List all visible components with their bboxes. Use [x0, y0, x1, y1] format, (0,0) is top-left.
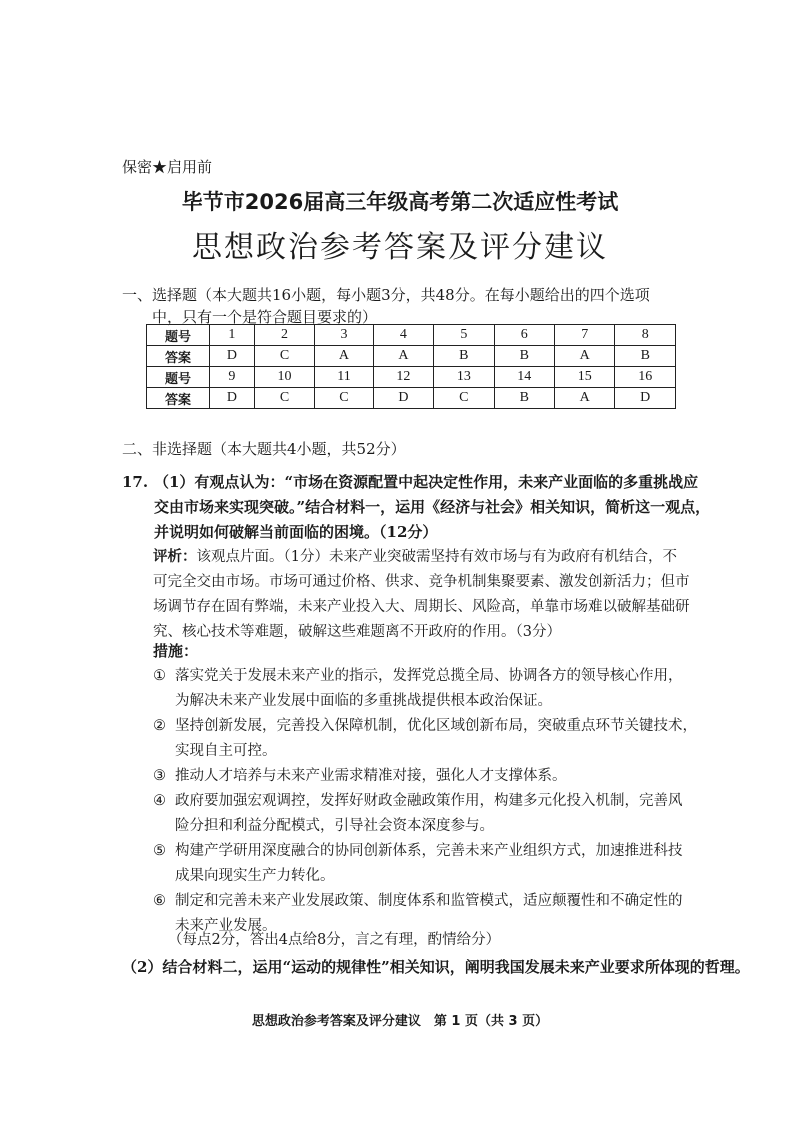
question-number-cell: 8 — [615, 325, 676, 346]
confidential-label: 保密★启用前 — [122, 158, 213, 176]
question-number-cell: 7 — [555, 325, 615, 346]
answer-cell: D — [210, 388, 255, 409]
evaluation-block — [153, 544, 690, 645]
item-text-line2: 为解决未来产业发展中面临的多重挑战提供根本政治保证。 — [175, 693, 552, 709]
evaluation-label: 评析： — [153, 548, 197, 565]
question-number-header: 题号 — [147, 367, 210, 388]
answer-cell: B — [615, 346, 676, 367]
item-text-line1: 坚持创新发展，完善投入保障机制，优化区域创新布局，突破重点环节关键技术， — [175, 718, 697, 734]
question-number-cell: 4 — [373, 325, 433, 346]
exam-title: 毕节市2026届高三年级高考第二次适应性考试 — [181, 190, 619, 214]
item-text-line1: 制定和完善未来产业发展政策、制度体系和监管模式，适应颠覆性和不确定性的 — [175, 893, 683, 909]
question-17 — [122, 470, 710, 545]
question-part1-line3: 并说明如何破解当前面临的困境。（12分） — [154, 523, 438, 541]
question-number-cell: 1 — [210, 325, 255, 346]
answer-cell: A — [555, 388, 615, 409]
question-number-cell: 15 — [555, 367, 615, 388]
document-subtitle: 思想政治参考答案及评分建议 — [192, 230, 608, 265]
question-number-cell: 6 — [494, 325, 554, 346]
item-text-line1: 落实党关于发展未来产业的指示，发挥党总揽全局、协调各方的领导核心作用， — [175, 668, 683, 684]
evaluation-line4: 究、核心技术等难题，破解这些难题离不开政府的作用。（3分） — [153, 624, 561, 640]
table-row — [147, 346, 676, 367]
answer-header: 答案 — [147, 388, 210, 409]
answer-cell: B — [434, 346, 494, 367]
evaluation-line3: 场调节存在固有弊端，未来产业投入大、周期长、风险高，单靠市场难以破解基础研 — [153, 599, 690, 615]
item-marker: ③ — [153, 768, 166, 784]
item-marker: ⑤ — [153, 843, 166, 859]
answer-cell: C — [315, 388, 373, 409]
item-marker: ① — [153, 668, 166, 684]
question-number-cell: 14 — [494, 367, 554, 388]
question-number-cell: 3 — [315, 325, 373, 346]
answer-cell: C — [254, 346, 314, 367]
page-footer: 思想政治参考答案及评分建议 第 1 页（共 3 页） — [251, 1014, 549, 1029]
table-row — [147, 325, 676, 346]
measures-list — [153, 664, 697, 939]
question-number-cell: 10 — [254, 367, 314, 388]
question-number-cell: 13 — [434, 367, 494, 388]
question-part1-line2: 交由市场来实现突破。”结合材料一，运用《经济与社会》相关知识，简析这一观点， — [154, 498, 711, 516]
scoring-note: （每点2分，答出4点给8分，言之有理，酌情给分） — [168, 932, 501, 948]
question-number-header: 题号 — [147, 325, 210, 346]
list-item — [153, 714, 697, 764]
item-text-line1: 构建产学研用深度融合的协同创新体系，完善未来产业组织方式，加速推进科技 — [175, 843, 683, 859]
answer-cell: A — [315, 346, 373, 367]
answer-cell: C — [434, 388, 494, 409]
table-row — [147, 388, 676, 409]
list-item — [153, 789, 697, 839]
measures-label: 措施： — [153, 642, 199, 660]
evaluation-line2: 可完全交由市场。市场可通过价格、供求、竞争机制集聚要素、激发创新活力；但市 — [153, 574, 690, 590]
question-number-cell: 12 — [373, 367, 433, 388]
table-row — [147, 367, 676, 388]
answer-cell: D — [615, 388, 676, 409]
section1-heading — [122, 284, 650, 328]
item-text-line2: 险分担和利益分配模式，引导社会资本深度参与。 — [175, 818, 494, 834]
question-number-cell: 9 — [210, 367, 255, 388]
answer-header: 答案 — [147, 346, 210, 367]
question-number: 17. — [122, 473, 149, 491]
answer-table — [146, 324, 676, 409]
item-text-line2: 未来产业发展。 — [175, 918, 277, 934]
list-item — [153, 664, 697, 714]
item-marker: ④ — [153, 793, 166, 809]
item-text-line2: 实现自主可控。 — [175, 743, 277, 759]
item-text-line2: 成果向现实生产力转化。 — [175, 868, 335, 884]
item-text-line1: 政府要加强宏观调控，发挥好财政金融政策作用，构建多元化投入机制，完善风 — [175, 793, 683, 809]
list-item — [153, 764, 697, 789]
question-number-cell: 16 — [615, 367, 676, 388]
answer-cell: B — [494, 346, 554, 367]
section1-heading-line1: 一、选择题（本大题共16小题，每小题3分，共48分。在每小题给出的四个选项 — [122, 286, 650, 304]
item-text-line1: 推动人才培养与未来产业需求精准对接，强化人才支撑体系。 — [175, 768, 567, 784]
list-item — [153, 839, 697, 889]
answer-cell: A — [555, 346, 615, 367]
item-marker: ② — [153, 718, 166, 734]
question-part1-line1: （1）有观点认为：“市场在资源配置中起决定性作用，未来产业面临的多重挑战应 — [154, 473, 699, 491]
answer-cell: D — [210, 346, 255, 367]
question-number-cell: 5 — [434, 325, 494, 346]
section1-heading-line2: 中，只有一个是符合题目要求的） — [152, 308, 378, 326]
answer-cell: D — [373, 388, 433, 409]
answer-cell: B — [494, 388, 554, 409]
item-marker: ⑥ — [153, 893, 166, 909]
question-number-cell: 2 — [254, 325, 314, 346]
question-part2: （2）结合材料二，运用“运动的规律性”相关知识，阐明我国发展未来产业要求所体现的哲理。 — [122, 958, 750, 976]
evaluation-line1: 该观点片面。（1分）未来产业突破需坚持有效市场与有为政府有机结合，不 — [196, 549, 677, 565]
answer-cell: C — [254, 388, 314, 409]
answer-cell: A — [373, 346, 433, 367]
section2-heading: 二、非选择题（本大题共4小题，共52分） — [122, 440, 406, 458]
question-number-cell: 11 — [315, 367, 373, 388]
